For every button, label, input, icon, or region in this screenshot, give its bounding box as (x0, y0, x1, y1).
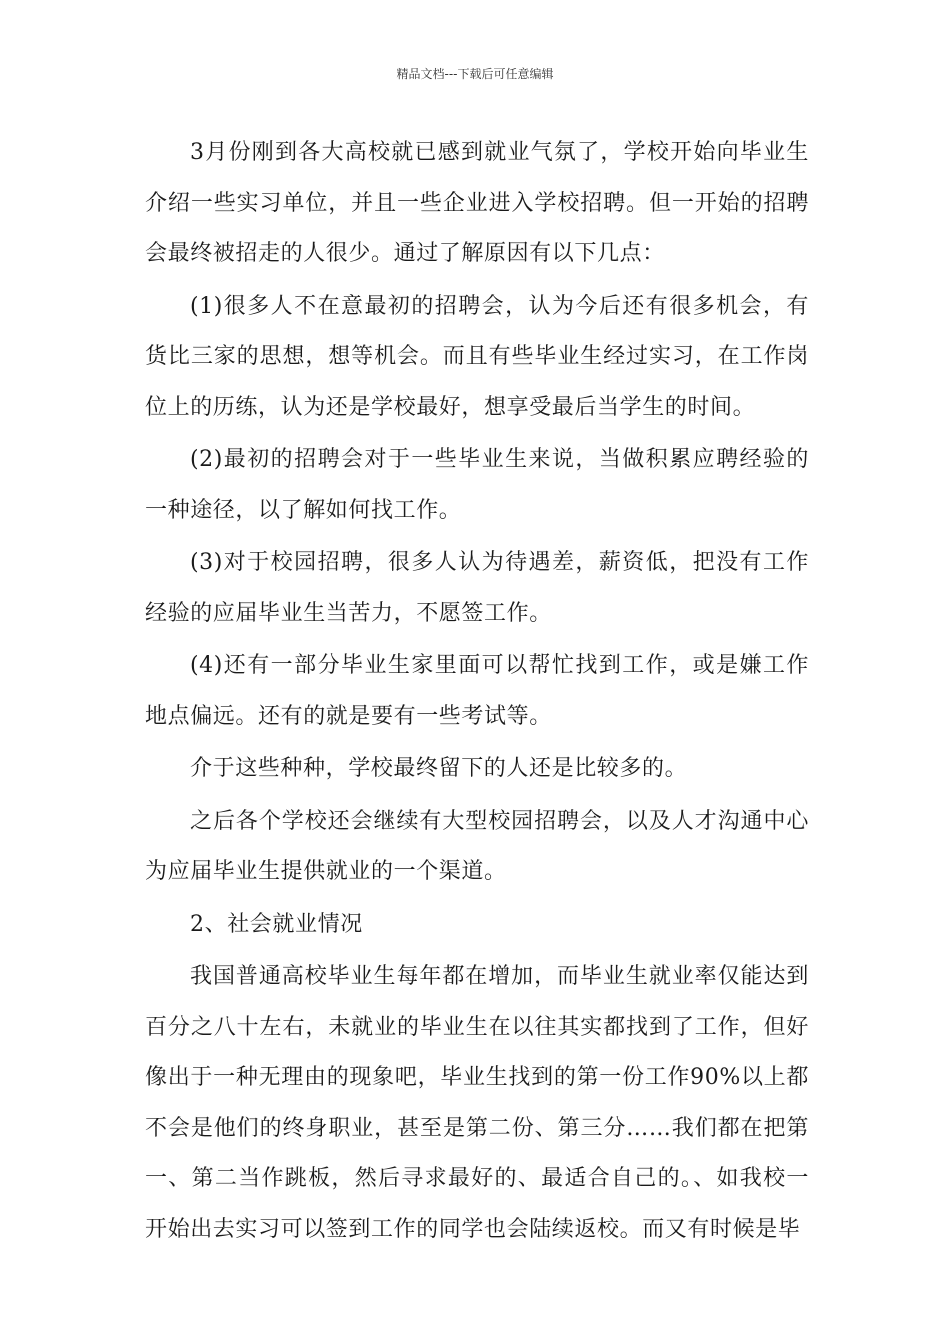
paragraph-reason-3: (3)对于校园招聘，很多人认为待遇差，薪资低，把没有工作经验的应届毕业生当苦力，不愿签工作。 (145, 550, 809, 626)
section-heading: 2、社会就业情况 (190, 911, 363, 937)
paragraph-summary: 介于这些种种，学校最终留下的人还是比较多的。 (190, 756, 688, 781)
paragraph-intro: 3月份刚到各大高校就已感到就业气氛了，学校开始向毕业生介绍一些实习单位，并且一些企业进入学校招聘。但一开始的招聘会最终被招走的人很少。通过了解原因有以下几点： (145, 140, 809, 266)
paragraph-reason-2: (2)最初的招聘会对于一些毕业生来说，当做积累应聘经验的一种途径，以了解如何找工作。 (145, 447, 809, 523)
page-header: 精品文档---下载后可任意编辑 (396, 67, 554, 81)
paragraph-reason-4: (4)还有一部分毕业生家里面可以帮忙找到工作，或是嫌工作地点偏远。还有的就是要有一些考试等。 (145, 653, 809, 729)
document-body (145, 128, 809, 1257)
paragraph-followup: 之后各个学校还会继续有大型校园招聘会，以及人才沟通中心为应届毕业生提供就业的一个渠道。 (145, 808, 809, 884)
paragraph-reason-1: (1)很多人不在意最初的招聘会，认为今后还有很多机会，有货比三家的思想，想等机会。而且有些毕业生经过实习，在工作岗位上的历练，认为还是学校最好，想享受最后当学生的时间。 (145, 293, 809, 420)
paragraph-social-employment: 我国普通高校毕业生每年都在增加，而毕业生就业率仅能达到百分之八十左右，未就业的毕业生在以往其实都找到了工作，但好像出于一种无理由的现象吧，毕业生找到的第一份工作90%以上都不会是他们的终身职业，甚至是第二份、第三分……我们都在把第一、第二当作跳板，然后寻求最好的、最适合自己的。、如我校一开始出去实习可以签到工作的同学也会陆续返校。而又有时候是毕 (145, 964, 809, 1242)
